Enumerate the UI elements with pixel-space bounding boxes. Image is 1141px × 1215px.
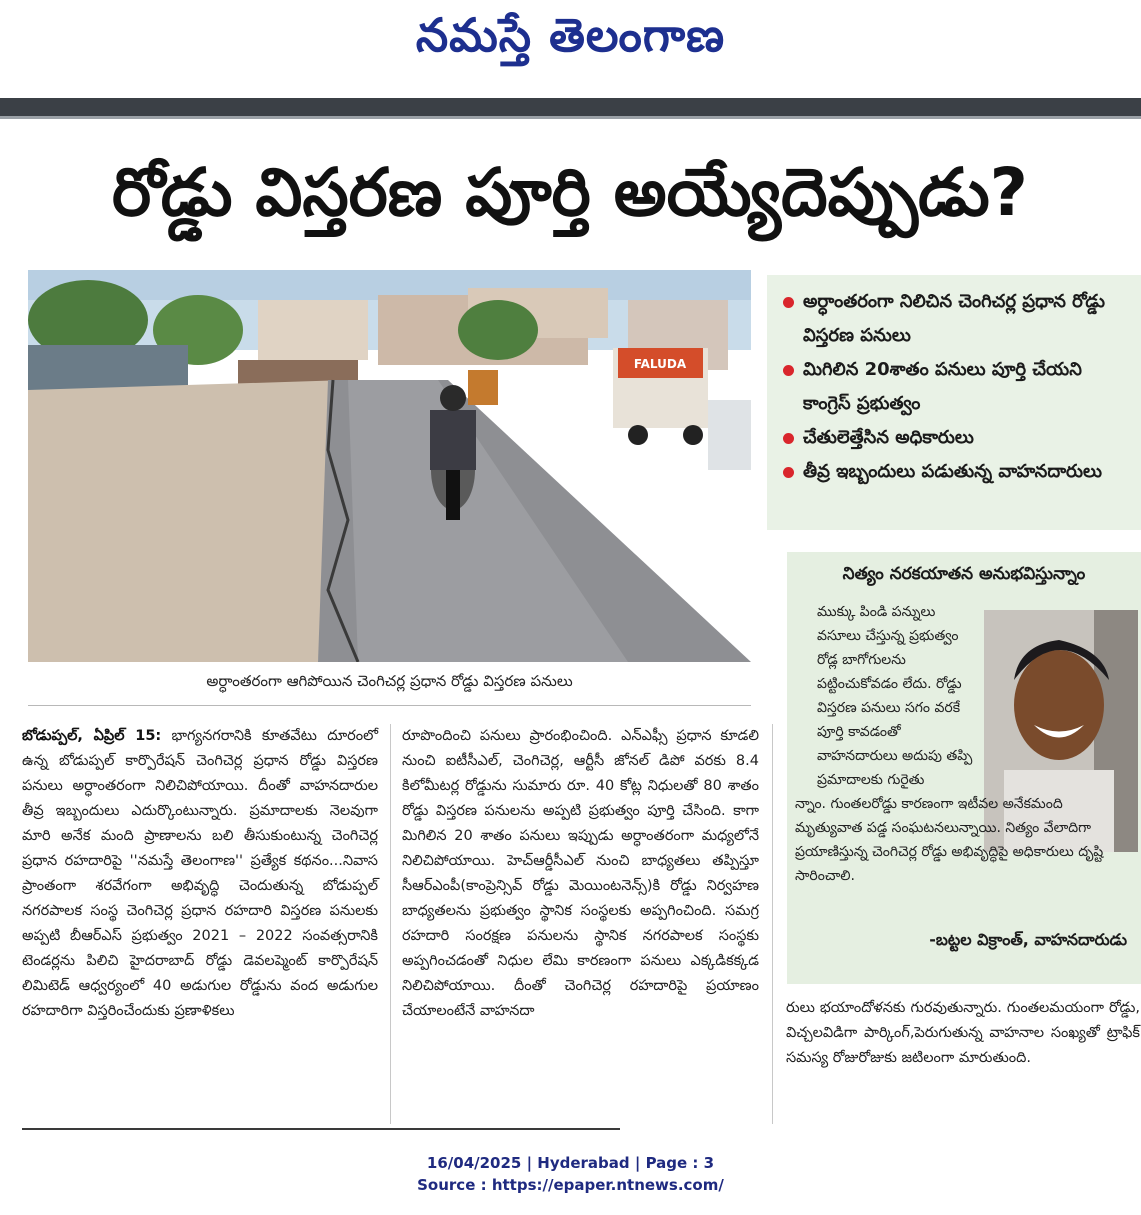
article-column-3	[786, 996, 1140, 1071]
quote-title: నిత్యం నరకయాతన అనుభవిస్తున్నాం	[842, 564, 1086, 584]
masthead-band	[0, 98, 1141, 116]
highlight-item: అర్ధాంతరంగా నిలిచిన చెంగిచర్ల ప్రధాన రోడ్డు విస్తరణ పనులు	[783, 285, 1135, 353]
bullet-dot-icon	[783, 297, 794, 308]
highlight-item: చేతులెత్తేసిన అధికారులు	[783, 421, 1135, 455]
quote-body-narrow: ముక్కు పిండి పన్నులు వసూలు చేస్తున్న ప్రభుత్వం రోడ్ల బాగోగులను పట్టించుకోవడం లేదు. రోడ్డు విస్తరణ పనులు సగం వరకే పూర్తి కావడంతో వాహనదారులు అదుపు తప్పి ప్రమాదాలకు గురైతు	[817, 604, 973, 788]
column-divider	[390, 724, 391, 1124]
highlight-item: తీవ్ర ఇబ్బందులు పడుతున్న వాహనదారులు	[783, 455, 1135, 489]
quote-box	[787, 552, 1141, 984]
bullet-dot-icon	[783, 467, 794, 478]
page-footer	[0, 1152, 1141, 1196]
article-text-2: రూపొందించి పనులు ప్రారంభించింది. ఎన్ఎఫ్సీ ప్రధాన కూడలి నుంచి ఐటీసీఎల్, చెంగిచెర్ల, ఆర్టీసీ జోనల్ డిపో వరకు 8.4 కిలోమీటర్ల రోడ్డును సుమారు రూ. 40 కోట్ల నిధులతో 80 శాతం రోడ్డు విస్తరణ పనులను అప్పటి ప్రభుత్వం పూర్తి చేసింది. కాగా మిగిలిన 20 శాతం పనులు ఇప్పుడు అర్ధాంతరంగా మధ్యలోనే నిలిచిపోయాయి. హెచ్ఆర్డీసీఎల్ నుంచి బాధ్యతలు తప్పిస్తూ సీఆర్ఎంపీ(కాంప్రెన్సివ్ రోడ్డు మెయింటనెన్స్)కి రోడ్డు నిర్వహణ బాధ్యతలను ప్రభుత్వం స్థానిక సంస్థలకు అప్పగించింది. సమగ్ర రహదారి సంరక్షణ పనులను స్థానిక నగరపాలక సంస్థకు అప్పగించడంతో నిధుల లేమి కారణంగా పనులు ఎక్కడికక్కడ నిలిచిపోయాయి. దీంతో చెంగిచెర్ల రహదారిపై ప్రయాణం చేయాలంటేనే వాహనదా	[402, 728, 759, 1019]
news-photo	[28, 270, 751, 662]
article-text-1: భాగ్యనగరానికి కూతవేటు దూరంలో ఉన్న బోడుప్పల్ కార్పొరేషన్ చెంగిచెర్ల ప్రధాన రోడ్డు విస్తరణ పనులు అర్ధాంతరంగా నిలిచిపోయాయి. దీంతో వాహనదారుల తీవ్ర ఇబ్బందులు ఎదుర్కొంటున్నారు. ప్రమాదాలకు నెలవుగా మారి అనేక మంది ప్రాణాలను బలి తీసుకుంటున్న చెంగిచెర్ల ప్రధాన రహదారిపై ''నమస్తే తెలంగాణ'' ప్రత్యేక కథనం...నివాస ప్రాంతంగా శరవేగంగా అభివృద్ధి చెందుతున్న బోడుప్పల్ నగరపాలక సంస్థ చెంగిచెర్ల ప్రధాన రహదారి విస్తరణ పనులకు అప్పటి బీఆర్ఎస్ ప్రభుత్వం 2021 – 2022 సంవత్సరానికి టెండర్లను పిలిచి హైదరాబాద్ రోడ్డు డెవలప్మెంట్ కార్పొరేషన్ లిమిటెడ్ ఆధ్వర్యంలో 40 అడుగుల రోడ్డును వంద అడుగుల రహదారిగా విస్తరించేందుకు ప్రణాళికలు	[22, 728, 379, 1019]
caption-rule	[28, 705, 751, 706]
photo-caption: అర్ధాంతరంగా ఆగిపోయిన చెంగిచర్ల ప్రధాన రోడ్డు విస్తరణ పనులు	[206, 672, 573, 690]
article-column-2	[402, 724, 759, 1024]
article-column-1	[22, 724, 378, 1024]
masthead-band-line	[0, 116, 1141, 119]
highlights-box	[767, 275, 1141, 530]
masthead-title: నమస్తే తెలంగాణ	[415, 8, 726, 62]
bullet-dot-icon	[783, 365, 794, 376]
headline: రోడ్డు విస్తరణ పూర్తి అయ్యేదెప్పుడు?	[112, 154, 1028, 231]
road-photo-illustration	[28, 270, 751, 662]
bottom-rule	[22, 1128, 620, 1130]
column-divider	[772, 724, 773, 1124]
highlight-item: మిగిలిన 20శాతం పనులు పూర్తి చేయని కాంగ్రెస్ ప్రభుత్వం	[783, 353, 1135, 421]
quote-signature: -బట్టల విక్రాంత్, వాహనదారుడు	[929, 930, 1127, 949]
bullet-dot-icon	[783, 433, 794, 444]
quote-body-wide: న్నాం. గుంతలరోడ్డు కారణంగా ఇటీవల అనేకమంది మృత్యువాత పడ్డ సంఘటనలున్నాయి. నిత్యం వేలాదిగా ప్రయాణిస్తున్న చెంగిచెర్ల రోడ్డు అభివృద్ధిపై అధికారులు దృష్టి సారించాలి.	[795, 796, 1104, 884]
article-text-3: రులు భయాందోళనకు గురవుతున్నారు. గుంతలమయంగా రోడ్డు, విచ్చలవిడిగా పార్కింగ్,పెరుగుతున్న వాహనాల సంఖ్యతో ట్రాఫిక్ సమస్య రోజురోజుకు జటిలంగా మారుతుంది.	[786, 1000, 1140, 1066]
dateline: బోడుప్పల్, ఏప్రిల్ 15:	[22, 728, 162, 744]
footer-date-line: 16/04/2025 | Hyderabad | Page : 3	[426, 1154, 715, 1172]
footer-source-line: Source : https://epaper.ntnews.com/	[417, 1176, 724, 1194]
truck-text: FALUDA	[633, 357, 687, 371]
masthead	[0, 0, 1141, 72]
